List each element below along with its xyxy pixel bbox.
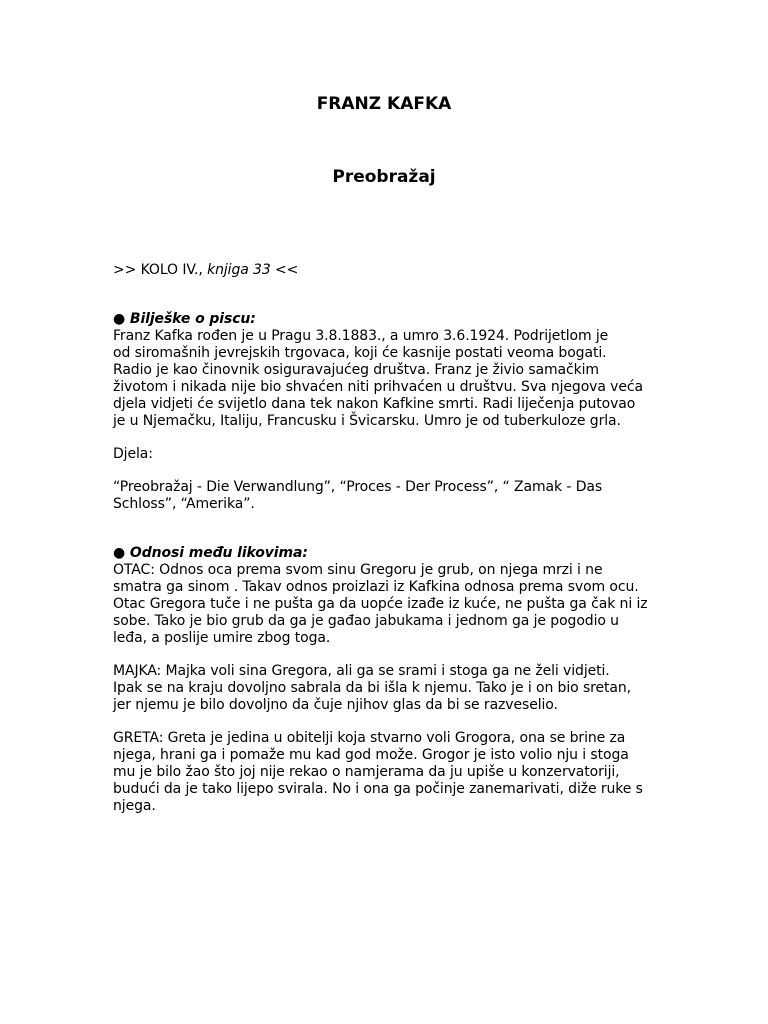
works-list <box>113 479 658 513</box>
characters-section <box>113 545 658 647</box>
greta-line: njega. <box>113 798 156 814</box>
author-notes-line: Radio je kao činovnik osiguravajućeg društva. Franz je živio samačkim <box>113 362 599 378</box>
otac-line: sobe. Tako je bio grub da ga je gađao jabukama i jednom ga je pogodio u <box>113 613 619 629</box>
works-label: Djela: <box>113 446 153 462</box>
works-label-block <box>113 446 658 463</box>
author-notes-section <box>113 311 658 430</box>
majka-line: Ipak se na kraju dovoljno sabrala da bi išla k njemu. Tako je i on bio sretan, <box>113 680 632 696</box>
series-prefix: >> KOLO IV., <box>113 262 208 278</box>
otac-line: OTAC: Odnos oca prema svom sinu Gregoru je grub, on njega mrzi i ne <box>113 562 603 578</box>
majka-line: jer njemu je bilo dovoljno da čuje njihov glas da bi se razveselio. <box>113 697 558 713</box>
series-book: knjiga 33 <box>207 262 271 278</box>
author-notes-line: od siromašnih jevrejskih trgovaca, koji će kasnije postati veoma bogati. <box>113 345 607 361</box>
author-notes-line: djela vidjeti će svijetlo dana tek nakon Kafkine smrti. Radi liječenja putovao <box>113 396 636 412</box>
characters-heading: ● Odnosi među likovima: <box>113 545 308 561</box>
greta-line: mu je bilo žao što joj nije rekao o namjerama da ju upiše u konzervatoriji, <box>113 764 620 780</box>
author-notes-line: je u Njemačku, Italiju, Francusku i Švicarsku. Umro je od tuberkuloze grla. <box>113 413 621 429</box>
book-title: Preobražaj <box>332 167 436 187</box>
greta-line: GRETA: Greta je jedina u obitelji koja stvarno voli Grogora, ona se brine za <box>113 730 626 746</box>
greta-paragraph <box>113 730 658 815</box>
series-line <box>113 262 658 279</box>
author-name: FRANZ KAFKA <box>316 94 452 114</box>
greta-line: njega, hrani ga i pomaže mu kad god može. Grogor je isto volio nju i stoga <box>113 747 629 763</box>
otac-line: smatra ga sinom . Takav odnos proizlazi iz Kafkina odnosa prema svom ocu. <box>113 579 639 595</box>
otac-line: Otac Gregora tuče i ne pušta ga da uopće izađe iz kuće, ne pušta ga čak ni iz <box>113 596 648 612</box>
greta-line: budući da je tako lijepo svirala. No i ona ga počinje zanemarivati, diže ruke s <box>113 781 643 797</box>
majka-line: MAJKA: Majka voli sina Gregora, ali ga se srami i stoga ga ne želi vidjeti. <box>113 663 610 679</box>
works-line: “Preobražaj - Die Verwandlung”, “Proces - Der Process”, “ Zamak - Das <box>113 479 603 495</box>
majka-paragraph <box>113 663 658 714</box>
author-notes-line: Franz Kafka rođen je u Pragu 3.8.1883., a umro 3.6.1924. Podrijetlom je <box>113 328 609 344</box>
works-line: Schloss”, “Amerika”. <box>113 496 255 512</box>
otac-line: leđa, a poslije umire zbog toga. <box>113 630 331 646</box>
author-notes-line: životom i nikada nije bio shvaćen niti prihvaćen u društvu. Sva njegova veća <box>113 379 643 395</box>
author-notes-heading: ● Bilješke o piscu: <box>113 311 256 327</box>
series-suffix: << <box>270 262 299 278</box>
